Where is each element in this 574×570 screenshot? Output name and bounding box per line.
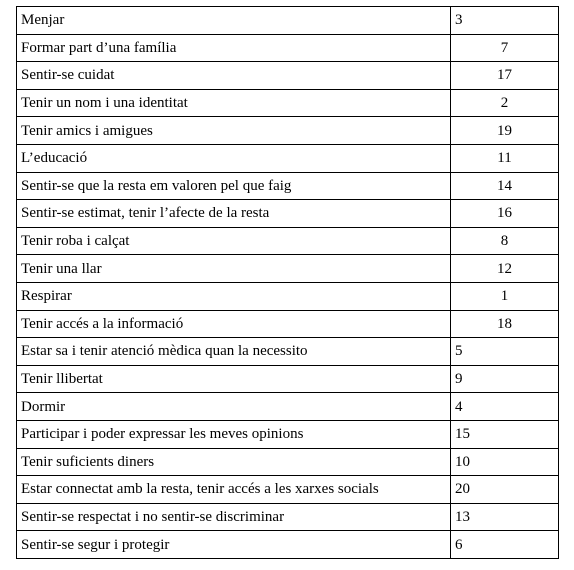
row-label-cell: L’educació [17, 144, 451, 172]
row-label-cell: Formar part d’una família [17, 34, 451, 62]
row-label-cell: Tenir llibertat [17, 365, 451, 393]
row-value-cell: 5 [451, 338, 559, 366]
table-row [17, 420, 559, 448]
table-row [17, 503, 559, 531]
table-body [17, 7, 559, 559]
row-value-cell: 20 [451, 476, 559, 504]
table-row [17, 227, 559, 255]
row-label-cell: Tenir un nom i una identitat [17, 89, 451, 117]
row-value-cell: 16 [451, 200, 559, 228]
needs-ranking-table [16, 6, 559, 559]
row-label-cell: Sentir-se respectat i no sentir-se discriminar [17, 503, 451, 531]
table-row [17, 476, 559, 504]
table-row [17, 144, 559, 172]
table-row [17, 89, 559, 117]
table-row [17, 531, 559, 559]
table-row [17, 34, 559, 62]
row-value-cell: 12 [451, 255, 559, 283]
row-label-cell: Respirar [17, 282, 451, 310]
row-label-cell: Tenir accés a la informació [17, 310, 451, 338]
row-label-cell: Sentir-se estimat, tenir l’afecte de la resta [17, 200, 451, 228]
row-label-cell: Sentir-se segur i protegir [17, 531, 451, 559]
needs-table-container [16, 6, 559, 559]
row-value-cell: 1 [451, 282, 559, 310]
table-row [17, 117, 559, 145]
table-row [17, 310, 559, 338]
row-value-cell: 18 [451, 310, 559, 338]
row-value-cell: 3 [451, 7, 559, 35]
row-value-cell: 19 [451, 117, 559, 145]
row-value-cell: 14 [451, 172, 559, 200]
row-value-cell: 11 [451, 144, 559, 172]
row-value-cell: 10 [451, 448, 559, 476]
row-value-cell: 13 [451, 503, 559, 531]
table-row [17, 255, 559, 283]
table-row [17, 7, 559, 35]
row-label-cell: Tenir roba i calçat [17, 227, 451, 255]
table-row [17, 200, 559, 228]
row-label-cell: Sentir-se cuidat [17, 62, 451, 90]
row-label-cell: Menjar [17, 7, 451, 35]
row-label-cell: Estar sa i tenir atenció mèdica quan la necessito [17, 338, 451, 366]
row-label-cell: Tenir una llar [17, 255, 451, 283]
table-row [17, 62, 559, 90]
table-row [17, 365, 559, 393]
table-row [17, 282, 559, 310]
row-label-cell: Sentir-se que la resta em valoren pel que faig [17, 172, 451, 200]
row-label-cell: Participar i poder expressar les meves opinions [17, 420, 451, 448]
table-row [17, 172, 559, 200]
table-row [17, 448, 559, 476]
row-label-cell: Dormir [17, 393, 451, 421]
row-value-cell: 9 [451, 365, 559, 393]
row-label-cell: Tenir amics i amigues [17, 117, 451, 145]
row-value-cell: 8 [451, 227, 559, 255]
row-label-cell: Estar connectat amb la resta, tenir accés a les xarxes socials [17, 476, 451, 504]
row-value-cell: 7 [451, 34, 559, 62]
table-row [17, 338, 559, 366]
row-value-cell: 15 [451, 420, 559, 448]
row-value-cell: 17 [451, 62, 559, 90]
row-value-cell: 4 [451, 393, 559, 421]
table-row [17, 393, 559, 421]
row-label-cell: Tenir suficients diners [17, 448, 451, 476]
row-value-cell: 2 [451, 89, 559, 117]
row-value-cell: 6 [451, 531, 559, 559]
